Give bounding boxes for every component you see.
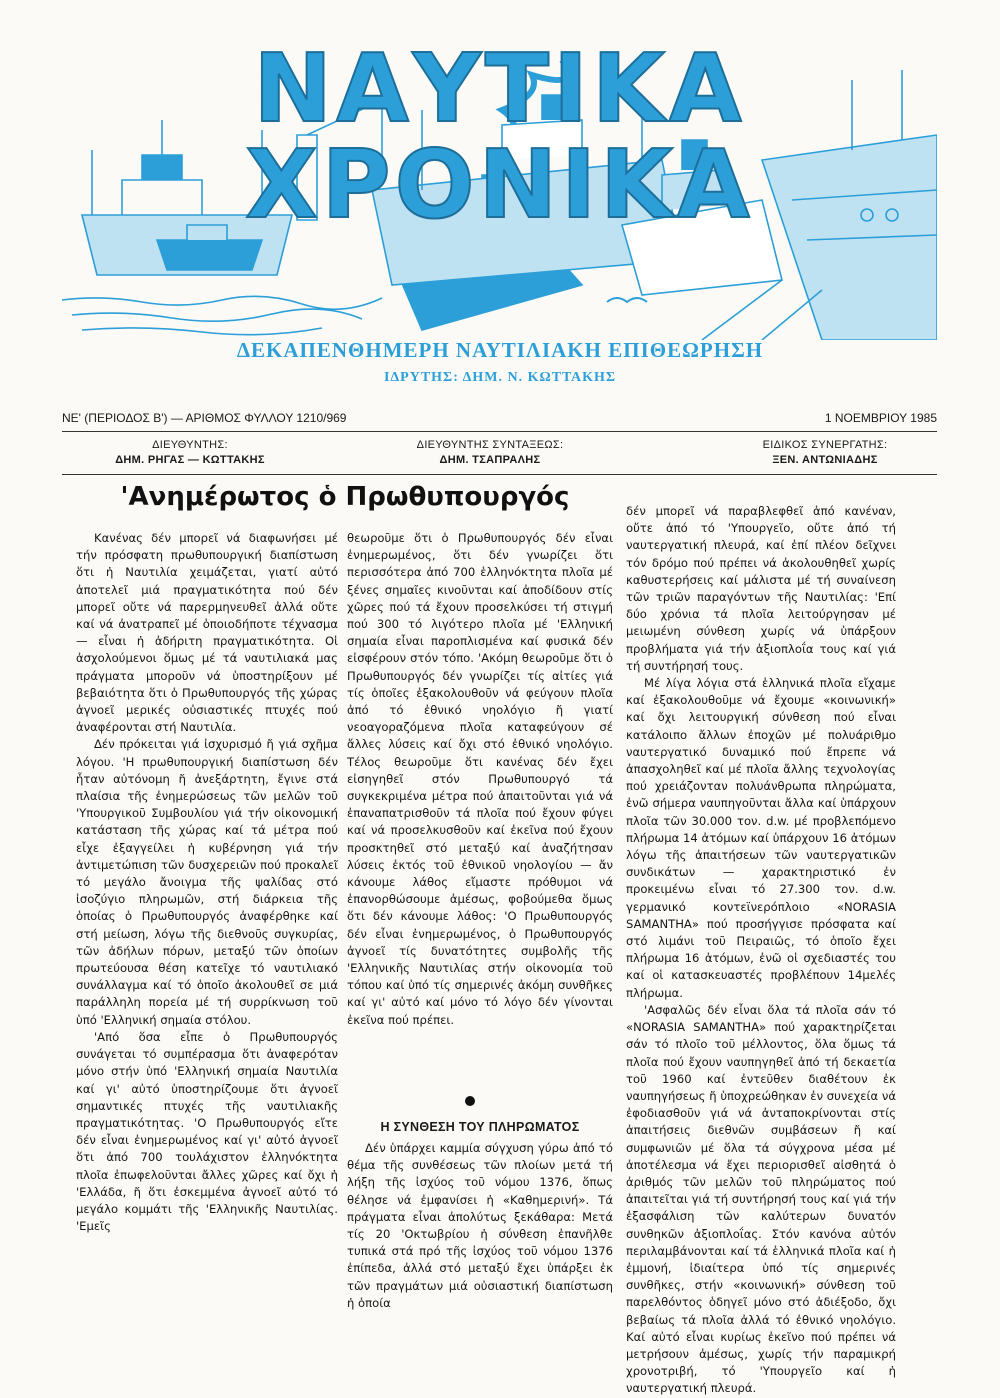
paragraph: 'Από ὅσα εἶπε ὁ Πρωθυπουργός συνάγεται τό συμπέρασμα ὅτι ἀναφερόταν μόνο στήν ὑπό 'Ελληνική σημαία Ναυτιλία καί γι' αὐτό ὑποστηρίζουμε ὅτι ἀγνοεῖ σημαντικές πτυχές τῆς ναυτιλιακῆς πραγματικότητας. 'Ο Πρωθυπουργός εἴτε δέν εἶναι ἐνημερωμένος καί γι' αὐτό ἀγνοεῖ ὅτι ἀπό 700 τουλάχιστον ἑλληνόκτητα πλοῖα ἐπωφελοῦνται ἄλλες χῶρες καί ὄχι ἡ 'Ελλάδα, ἤ ὅτι ἐσκεμμένα ἀγνοεῖ αὐτό τό μεγάλο κομμάτι τῆς 'Ελληνικῆς Ναυτιλίας. 'Εμεῖς xyxy=(76,1029,338,1234)
staff-role: ΔΙΕΥΘΥΝΤΗΣ ΣΥΝΤΑΞΕΩΣ: xyxy=(416,439,564,451)
article-column-2 xyxy=(347,530,613,1029)
article-column-1 xyxy=(76,530,338,1235)
staff-role: ΔΙΕΥΘΥΝΤΗΣ: xyxy=(152,439,228,451)
paragraph: Δέν ὑπάρχει καμμία σύγχυση γύρω ἀπό τό θέμα τῆς συνθέσεως τῶν πλοίων μετά τή λήξη τῆς ἰσχύος τοῦ νόμου 1376, ὅπως θέλησε νά ἐμφανίσει ἡ «Καθημερινή». Τά πράγματα εἶναι ἀπολύτως ξεκάθαρα: Μετά τίς 20 'Οκτωβρίου ἡ σύνθεση ἐπανῆλθε τυπικά στά πρό τῆς ἰσχύος τοῦ νόμου 1376 ἐπίπεδα, ἀλλά στό μεταξύ ἔχει ὑπάρξει ἐκ τῶν πραγμάτων μιά οὐσιαστική διαπίστωση ἡ ὁποία xyxy=(347,1141,613,1310)
rule-bottom xyxy=(62,474,937,475)
staff-editor xyxy=(380,438,600,468)
article-column-2-section xyxy=(347,1140,613,1312)
staff-associate xyxy=(725,438,925,468)
paragraph: Δέν πρόκειται γιά ἰσχυρισμό ἤ γιά σχῆμα λόγου. 'Η πρωθυπουργική διαπίστωση δέν ἦταν αὐτόνομη ἤ ἀνεξάρτητη, ἔγινε στά πλαίσια τῆς ἐνημερώσεως τῶν μελῶν τοῦ 'Υπουργικοῦ Συμβουλίου γιά τήν οἰκονομική κατάσταση τῆς χώρας καί τά μέτρα πού εἶχε ἐξαγγείλει ἡ κυβέρνηση γιά τήν ἀντιμετώπιση τῶν δυσχερειῶν πού προκαλεῖ τό μεγάλο ἄνοιγμα τῆς ψαλίδας στό ἰσοζύγιο πληρωμῶν, στή διάρκεια τῆς ὁποίας ὁ Πρωθυπουργός ἀναφέρθηκε καί στή μείωση, λόγω τῆς διεθνοῦς συγκυρίας, τῶν ἀδήλων πόρων, μεταξύ τῶν ὁποίων πρωτεύουσα θέση κατεῖχε τό ναυτιλιακό συνάλλαγμα καί τό ὁποῖο ἀκολουθεῖ σε μιά παράλληλη πορεία μέ τή συρρίκνωση τοῦ ὑπό 'Ελληνική σημαία στόλου. xyxy=(76,737,338,1027)
paragraph: Κανένας δέν μπορεῖ νά διαφωνήσει μέ τήν πρόσφατη πρωθυπουργική διαπίστωση ὅτι ἡ Ναυτιλία χειμάζεται, γιατί αὐτό ἀποτελεῖ μιά πραγματικότητα πού δέν μπορεῖ οὔτε νά παρερμηνευθεῖ ἀλλά οὔτε καί νά ἀνατραπεῖ μέ ὁποιοδήποτε τέχνασμα — εἶναι ἡ ἀδήριτη πραγματικότητα. Οἱ ἀσχολούμενοι ὅμως μέ τά ναυτιλιακά μας πράγματα μποροῦν νά ὑποστηρίξουν μέ βεβαιότητα ὅτι ὁ Πρωθυπουργός τῆς χώρας ἀγνοεῖ μερικές οὐσιαστικές πτυχές πού ἀναφέρονται στή Ναυτιλία. xyxy=(76,531,338,735)
section-bullet xyxy=(465,1096,475,1106)
issue-info: ΝΕ' (ΠΕΡΙΟΔΟΣ Β') — ΑΡΙΘΜΟΣ ΦΥΛΛΟΥ 1210/969 xyxy=(62,411,347,425)
masthead xyxy=(62,35,937,340)
rule-top xyxy=(62,431,937,432)
staff-person: ΔΗΜ. ΤΣΑΠΡΑΛΗΣ xyxy=(439,454,541,466)
masthead-founder: ΙΔΡΥΤΗΣ: ΔΗΜ. Ν. ΚΩΤΤΑΚΗΣ xyxy=(383,370,617,385)
paragraph: Μέ λίγα λόγια στά ἑλληνικά πλοῖα εἴχαμε καί ἐξακολουθοῦμε νά ἔχουμε «κοινωνική» καί ὄχι λειτουργική σύνθεση πού εἶναι κατάλοιπο ἄλλων ἐποχῶν μέ πολυάριθμο ναυτεργατικό δυναμικό πού ἔπρεπε νά ἀπασχοληθεῖ καί μέ πλοῖα ἄλλης τεχνολογίας πού χρειάζονταν πολυάνθρωπα πληρώματα, ἐνῶ σήμερα ναυπηγοῦνται ἄλλα καί ὑπάρχουν πλοῖα τῶν 30.000 τον. d.w. μέ προβλεπόμενο πλήρωμα 14 ἀτόμων καί ὑπάρχουν 16 ἀτόμων λόγω τῆς ἀπαιτήσεων τῶν ναυτεργατικῶν συνδικάτων — χαρακτηριστικό ἐν προκειμένω εἶναι τό 27.300 τον. d.w. γερμανικό κοντεϊνερόπλοιο «NORASIA SAMANTHA» πού προσήγγισε πρόσφατα καί στό λιμάνι τοῦ Πειραιῶς, τό ὁποῖο ἔχει πλήρωμα 16 ἀτόμων, ἐνῶ οἱ σχεδιαστές του καί οἱ κατασκευαστές προβλέπουν 14μελές πλήρωμα. xyxy=(626,676,896,1000)
section-heading: Η ΣΥΝΘΕΣΗ ΤΟΥ ΠΛΗΡΩΜΑΤΟΣ xyxy=(380,1120,580,1134)
staff-director xyxy=(90,438,290,468)
staff-person: ΔΗΜ. ΡΗΓΑΣ — ΚΩΤΤΑΚΗΣ xyxy=(115,454,265,466)
article-column-3 xyxy=(626,503,896,1398)
masthead-title: ΝΑΥΤΙΚΑ ΧΡΟΝΙΚΑ xyxy=(245,35,754,240)
paragraph: 'Ασφαλῶς δέν εἶναι ὅλα τά πλοῖα σάν τό «NORASIA SAMANTHA» πού χαρακτηρίζεται σάν τό πλοῖο τοῦ μέλλοντος, ὅλα ὅμως τά πλοῖα πού ἔχουν ναυπηγηθεῖ ἀπό τή δεκαετία τοῦ 1960 καί ἐντεῦθεν διαθέτουν ἐκ ναυπηγήσεως ἤ ὑποχρεώθηκαν ἐν συνεχεία νά ἐφοδιασθοῦν γιά νά ἀνταποκρίνονται στίς ἀπαιτήσεις διεθνῶν συμβάσεων ἤ καί συμφωνιῶν μέ ὅλα τά σύγχρονα μέσα μέ ἀποτέλεσμα νά ἔχει περιορισθεῖ αἰσθητά ὁ ἀριθμός τῶν μελῶν τοῦ πληρώματος πού ἀπαιτεῖται γιά τή συντήρησή τους καί γιά τήν ἐξασφάλιση τῶν καλύτερων δυνατόν συνθηκῶν ἀξιοπλοΐας. Στόν κανόνα αὐτόν περιλαμβάνονται καί τά ἑλληνικά πλοῖα καί ἡ ἐμμονή, ἰδιαίτερα ὑπό τίς σημερινές συνθῆκες, στήν «κοινωνική» σύνθεση τοῦ παρελθόντος ὁδηγεῖ μόνο στό ἀδιέξοδο, ὄχι βεβαίως τά πλοῖα ἀλλά τό ἐθνικό νηολόγιο. Καί αὐτό εἶναι κυρίως ἐκεῖνο πού πρέπει νά μετρήσουν ἀμέσως, χωρίς τήν παραμικρή χρονοτριβή, τό 'Υπουργεῖο καί ἡ ναυτεργατική πλευρά. xyxy=(626,1002,896,1396)
staff-person: ΞΕΝ. ΑΝΤΩΝΙΑΔΗΣ xyxy=(772,454,878,466)
paragraph: δέν μπορεῖ νά παραβλεφθεῖ ἀπό κανέναν, οὔτε ἀπό τό 'Υπουργεῖο, οὔτε ἀπό τή ναυτεργατική πλευρά, καί ἐπί πλέον δεῖχνει τόν δρόμο πού πρέπει νά ἀκολουθηθεῖ χωρίς καθυστερήσεις καί μάλιστα μέ τή συναίνεση τῶν τριῶν παραγόντων τῆς Ναυτιλίας: 'Επί δύο χρόνια τά πλοῖα λειτούργησαν μέ μειωμένη σύνθεση χωρίς νά ὑπάρξουν προβλήματα γιά τήν ἀξιοπλοΐα τους καί γιά τή συντήρησή τους. xyxy=(626,504,896,673)
article-headline: 'Ανημέρωτος ὁ Πρωθυπουργός xyxy=(120,482,570,512)
paragraph: θεωροῦμε ὅτι ὁ Πρωθυπουργός δέν εἶναι ἐνημερωμένος, ὅτι δέν γνωρίζει ὅτι περισσότερα ἀπό 700 ἑλληνόκτητα πλοῖα μέ ξένες σημαῖες κινοῦνται καί ἀποδίδουν στίς χῶρες πού τά ἔχουν προσελκύσει τή στιγμή πού 300 τό λιγότερο πλοῖα μέ 'Ελληνική σημαία εἶναι παροπλισμένα καί φυσικά δέν εἰσφέρουν στόν τόπο. 'Ακόμη θεωροῦμε ὅτι ὁ Πρωθυπουργός δέν γνωρίζει τίς αἰτίες γιά τίς ὁποῖες ἐξακολουθοῦν νά φεύγουν πλοῖα ἀπό τό ἐθνικό νηολόγιο ἤ γιατί νεοαγοραζόμενα πλοῖα καταφεύγουν σέ ἄλλες λύσεις καί ὄχι στό ἐθνικό νηολόγιο. Τέλος θεωροῦμε ὅτι κανένας δέν ἔχει εἰσηγηθεῖ στόν Πρωθυπουργό τά συγκεκριμένα μέτρα πού ἀπαιτοῦνται γιά νά ἐπαναπατρισθοῦν τά πλοῖα πού ἔχουν φύγει καί νά προσελκυσθοῦν καί ἐκεῖνα πού ἔχουν προσκτηθεῖ στό μεταξύ καί ἀναζήτησαν λύσεις ἐκτός τοῦ ἐθνικοῦ νηολογίου — ἄν κάνουμε λάθος εἴμαστε πρόθυμοι νά ἐπανορθώσουμε ἀμέσως, φοβούμεθα ὅμως ὅτι δέν κάνουμε λάθος: 'Ο Πρωθυπουργός δέν εἶναι ἐνημερωμένος, ὁ Πρωθυπουργός ἀγνοεῖ τίς δυνατότητες συμβολῆς τῆς 'Ελληνικῆς Ναυτιλίας στήν οἰκονομία τοῦ τόπου καί ὑπό τίς σημερινές ἀκόμη συνθῆκες καί γι' αὐτό καί μόνο τό λόγο δέν γίνονται ἐκεῖνα πού πρέπει. xyxy=(347,531,613,1027)
issue-line xyxy=(62,411,937,429)
staff-role: ΕΙΔΙΚΟΣ ΣΥΝΕΡΓΑΤΗΣ: xyxy=(762,439,888,451)
masthead-subtitle: ΔΕΚΑΠΕΝΘΗΜΕΡΗ ΝΑΥΤΙΛΙΑΚΗ ΕΠΙΘΕΩΡΗΣΗ xyxy=(236,338,764,362)
issue-date: 1 ΝΟΕΜΒΡΙΟΥ 1985 xyxy=(824,411,937,425)
